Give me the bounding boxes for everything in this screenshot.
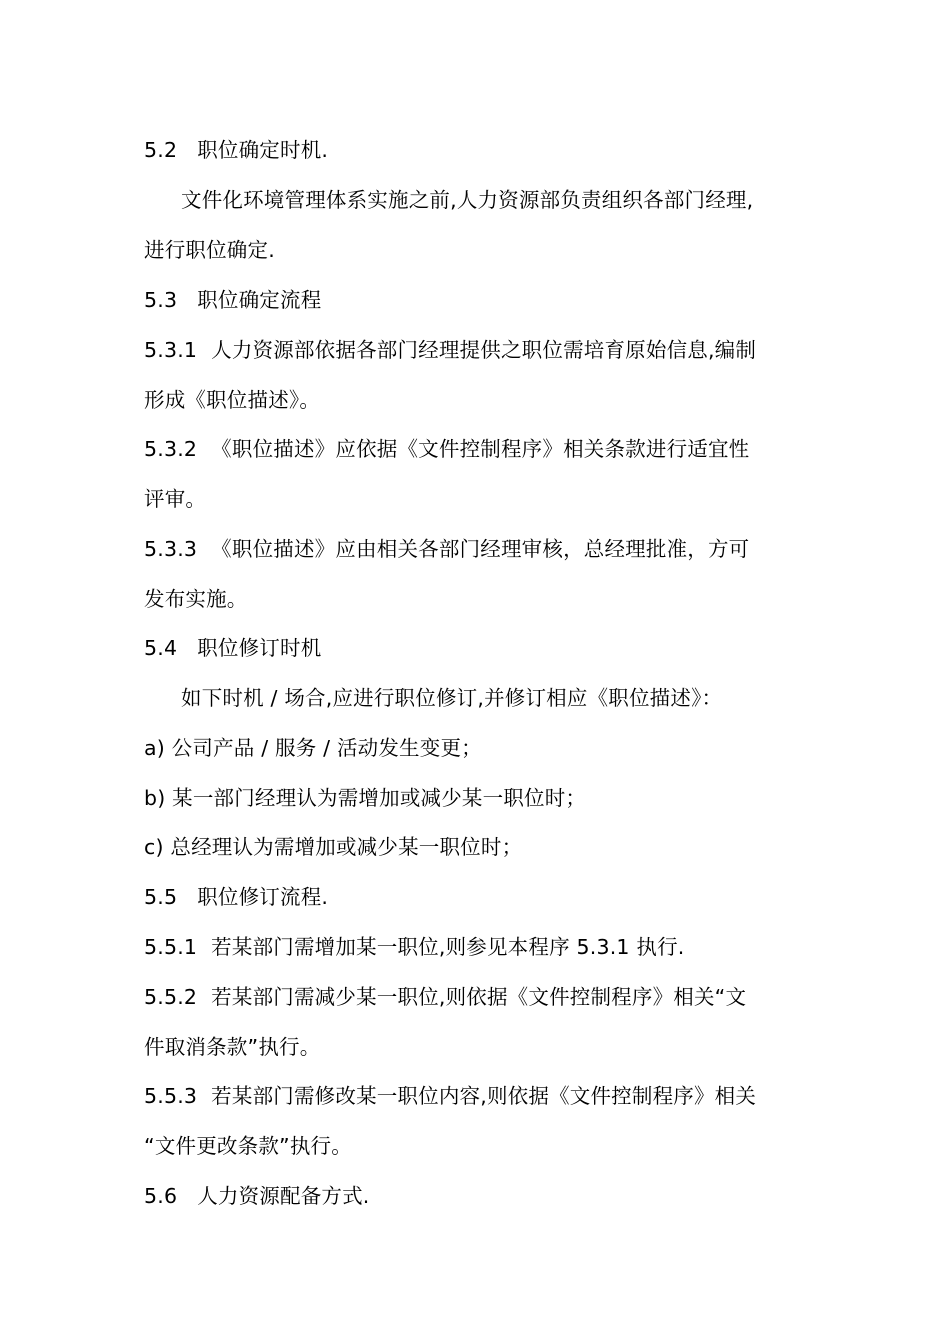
clause-number: 5.3.1	[144, 338, 198, 362]
section-title: 职位修订流程.	[197, 885, 329, 909]
section-title: 职位确定流程	[197, 288, 322, 312]
paragraph-line: 评审。	[144, 487, 207, 511]
clause-5-5-1	[144, 932, 814, 962]
section-heading-5-3	[144, 285, 814, 315]
list-item-a: a) 公司产品 / 服务 / 活动发生变更；	[144, 736, 482, 760]
clause-text: 人力资源部依据各部门经理提供之职位需培育原始信息,编制	[211, 338, 757, 362]
clause-text: 《职位描述》应依据《文件控制程序》相关条款进行适宜性	[211, 437, 750, 461]
paragraph-line: 如下时机 / 场合,应进行职位修订,并修订相应《职位描述》：	[181, 686, 723, 710]
clause-5-5-3	[144, 1081, 814, 1111]
section-number: 5.3	[144, 288, 178, 312]
section-heading-5-4	[144, 633, 814, 663]
paragraph-line: 发布实施。	[144, 587, 248, 611]
clause-5-5-2	[144, 982, 814, 1012]
clause-5-3-1	[144, 335, 814, 365]
paragraph-line: 件取消条款”执行。	[144, 1035, 321, 1059]
paragraph-line: 文件化环境管理体系实施之前,人力资源部负责组织各部门经理,	[181, 188, 754, 212]
section-title: 人力资源配备方式.	[197, 1184, 370, 1208]
clause-text: 若某部门需减少某一职位,则依据《文件控制程序》相关“文	[211, 985, 747, 1009]
list-item-c: c) 总经理认为需增加或减少某一职位时；	[144, 835, 523, 859]
list-item-b: b) 某一部门经理认为需增加或减少某一职位时；	[144, 786, 587, 810]
clause-number: 5.3.3	[144, 537, 198, 561]
clause-5-3-2	[144, 434, 814, 464]
clause-text: 若某部门需修改某一职位内容,则依据《文件控制程序》相关	[211, 1084, 757, 1108]
section-title: 职位确定时机.	[197, 138, 329, 162]
section-heading-5-5	[144, 882, 814, 912]
clause-number: 5.5.1	[144, 935, 198, 959]
clause-number: 5.3.2	[144, 437, 198, 461]
section-number: 5.6	[144, 1184, 178, 1208]
section-heading-5-2	[144, 135, 814, 165]
paragraph-line: 进行职位确定.	[144, 238, 275, 262]
clause-text: 若某部门需增加某一职位,则参见本程序 5.3.1 执行.	[211, 935, 685, 959]
clause-text: 《职位描述》应由相关各部门经理审核，总经理批准，方可	[211, 537, 750, 561]
paragraph-line: “文件更改条款”执行。	[144, 1134, 352, 1158]
section-number: 5.4	[144, 636, 178, 660]
section-number: 5.2	[144, 138, 178, 162]
section-title: 职位修订时机	[197, 636, 322, 660]
clause-5-3-3	[144, 534, 814, 564]
clause-number: 5.5.2	[144, 985, 198, 1009]
section-number: 5.5	[144, 885, 178, 909]
clause-number: 5.5.3	[144, 1084, 198, 1108]
section-heading-5-6	[144, 1181, 814, 1211]
paragraph-line: 形成《职位描述》。	[144, 388, 321, 412]
